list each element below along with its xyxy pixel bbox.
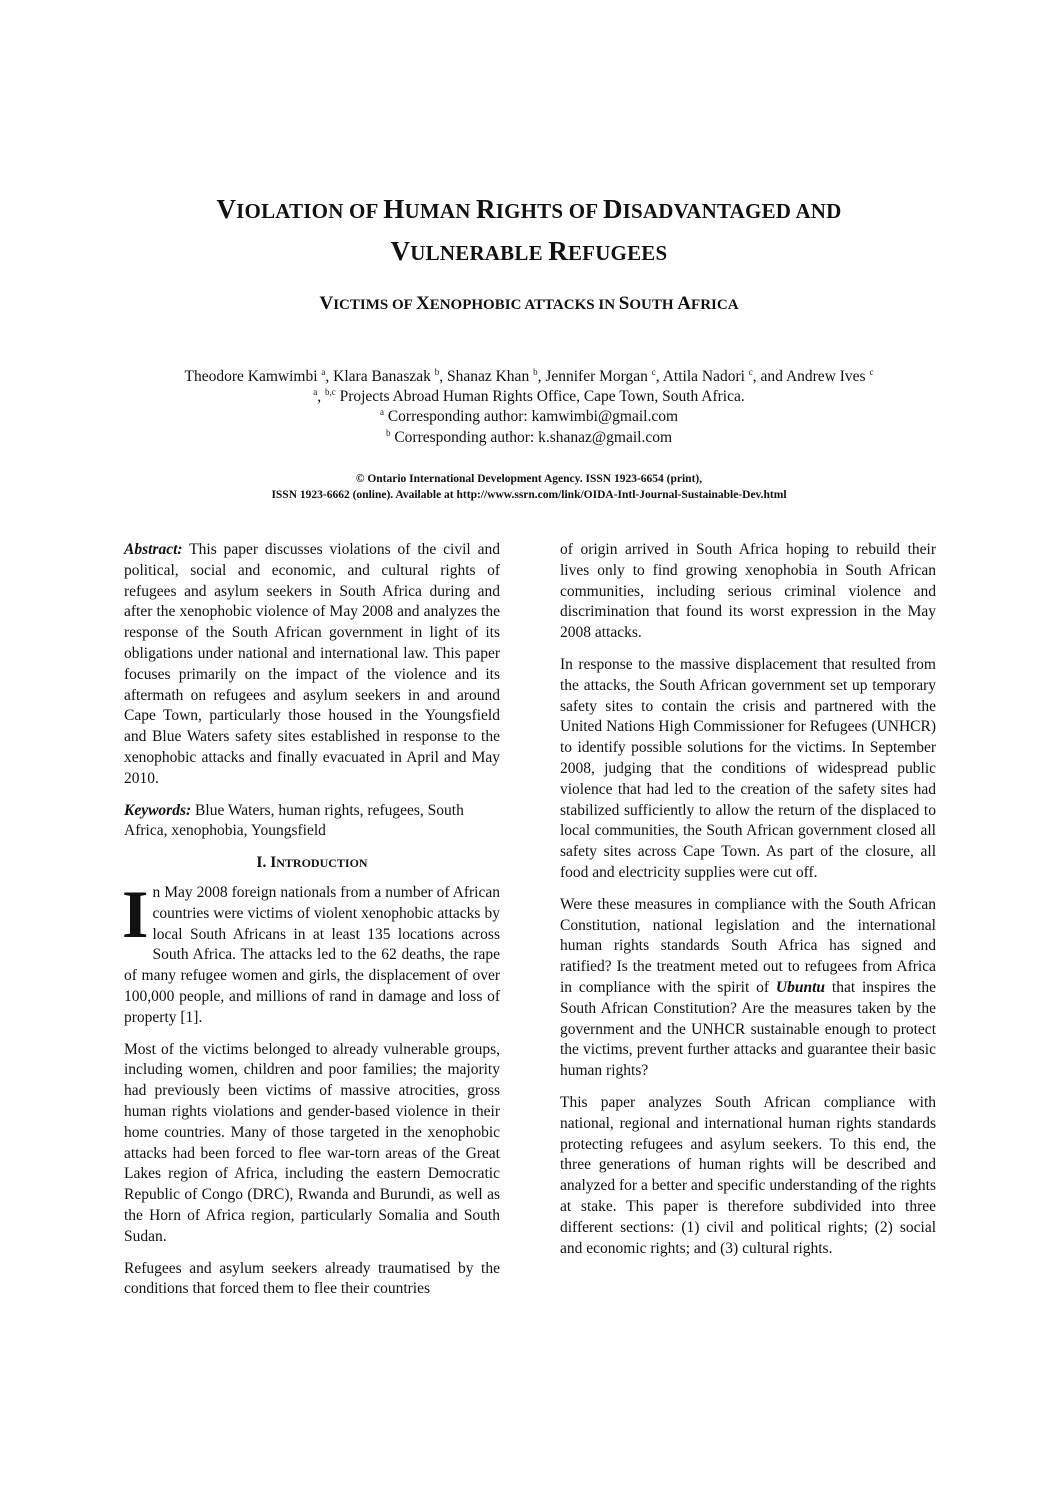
subtitle-cap: S [618, 293, 630, 314]
copyright-line-2: ISSN 1923-6662 (online). Available at http://www.ssrn.com/link/OIDA-Intl-Journal-Sustainable-Dev.html [271, 489, 787, 501]
section-number: I. [256, 854, 271, 872]
heading-cap: I [270, 854, 277, 872]
abstract-text: This paper discusses violations of the civil and political, social and economic, and cultural rights of refugees and asylum seekers in South Africa during and after the xenophobic violence of May 2008 and analyzes the response of the South African government in light of its obligations under national and international law. This paper focuses primarily on the impact of the violence and its aftermath on refugees and asylum seekers in and around Cape Town, particularly those housed in the Youngsfield and Blue Waters safety sites established in response to the xenophobic attacks and finally evacuated in April and May 2010. [124, 541, 500, 787]
affiliation-line [0, 386, 1058, 407]
abstract [124, 540, 500, 790]
keywords-text: Blue Waters, human rights, refugees, South Africa, xenophobia, Youngsfield [124, 801, 464, 840]
intro-paragraph-2: Most of the victims belonged to already vulnerable groups, including women, children and poor families; the majority had previously been victims of massive atrocities, gross human rights violations and gender-based violence in their home countries. Many of those targeted in the xenophobic attacks had been forced to flee war-torn areas of the Great Lakes region of Africa, including the eastern Democratic Republic of Congo (DRC), Rwanda and Burundi, as well as the Horn of Africa region, particularly Somalia and South Sudan. [124, 1040, 500, 1245]
title-cap: R [548, 236, 568, 266]
separator: , [325, 368, 334, 385]
subtitle-cap: V [319, 293, 334, 314]
drop-cap: I [122, 875, 149, 952]
corresponding-email: Corresponding author: k.shanaz@gmail.com [390, 429, 673, 446]
title-cap: R [476, 194, 496, 224]
corresponding-author-b [0, 427, 1058, 448]
affiliation-text: Projects Abroad Human Rights Office, Cape Town, South Africa. [335, 388, 745, 405]
title-smallcaps: IOLATION OF [236, 199, 384, 223]
subtitle-smallcaps: ICTIMS OF [333, 297, 416, 313]
separator: , [655, 368, 663, 385]
affiliation-mark: b [385, 428, 391, 438]
affiliation-mark: c [748, 367, 753, 377]
intro-paragraph-6: This paper analyzes South African compliance with national, regional and international human rights standards protecting refugees and asylum seekers. To this end, the three generations of human rights will be described and analyzed for a better and specific understanding of the rights at stake. This paper is therefore subdivided into three different sections: (1) civil and political rights; (2) social and economic rights; and (3) cultural rights. [560, 1093, 936, 1257]
separator: , [317, 388, 325, 405]
paragraph-text: n May 2008 foreign nationals from a number of African countries were victims of violent xenophobic attacks by local South Africans in at least 135 locations across South Africa. The attacks led to the 62 deaths, the rape of many refugee women and girls, the displacement of over 100,000 people, and millions of rand in damage and loss of property [1]. [124, 883, 500, 1026]
right-column [560, 540, 936, 1270]
affiliation-mark: c [651, 367, 656, 377]
separator: , [537, 368, 546, 385]
author-name: Theodore Kamwimbi [184, 368, 318, 385]
intro-paragraph-5 [560, 895, 936, 1082]
author-name: Klara Banaszak [333, 368, 431, 385]
intro-paragraph-3-cont: of origin arrived in South Africa hoping to rebuild their lives only to find growing xenophobia in South African communities, including serious criminal violence and discrimination that found its worst expression in the May 2008 attacks. [560, 541, 936, 642]
affiliation-mark: c [869, 367, 874, 377]
title-cap: D [602, 194, 623, 224]
affiliation-mark: b [533, 367, 538, 377]
left-column [124, 540, 500, 1311]
title-cap: V [390, 236, 411, 266]
paragraph-text: that inspires the South African Constitution? Are the measures taken by the government and the UNHCR sustainable enough to protect the victims, prevent further attacks and guarantee their basic human rights? [560, 978, 936, 1080]
paper-subtitle [0, 291, 1058, 318]
corresponding-author-a [0, 406, 1058, 427]
intro-paragraph-4: In response to the massive displacement that resulted from the attacks, the South African government set up temporary safety sites to contain the crisis and partnered with the United Nations High Commissioner for Refugees (UNHCR) to identify possible solutions for the victims. In September 2008, judging that the conditions of widespread public violence that had led to the creation of the safety sites had stabilized sufficiently to allow the return of the displaced to local communities, the South African government closed all safety sites across Cape Town. As part of the closure, all food and electricity supplies were cut off. [560, 655, 936, 881]
affiliation-mark: b [434, 367, 440, 377]
title-smallcaps: UMAN [404, 199, 477, 223]
author-list [0, 366, 1058, 387]
subtitle-cap: A [677, 293, 692, 314]
affiliation-mark: a [313, 387, 318, 397]
intro-paragraph-3-start: Refugees and asylum seekers already traumatised by the conditions that forced them to flee their countries [124, 1259, 500, 1298]
author-name: Andrew Ives [785, 368, 866, 385]
title-smallcaps: ULNERABLE [410, 241, 549, 265]
subtitle-cap: X [415, 293, 430, 314]
keywords [124, 801, 500, 843]
subtitle-smallcaps: ENOPHOBIC ATTACKS IN [429, 297, 619, 313]
heading-smallcaps: NTRODUCTION [276, 856, 368, 871]
author-name: Jennifer Morgan [545, 368, 648, 385]
separator: , [439, 368, 447, 385]
affiliation-mark: b,c [324, 387, 336, 397]
subtitle-smallcaps: FRICA [691, 297, 739, 313]
title-cap: V [216, 194, 237, 224]
subtitle-smallcaps: OUTH [629, 297, 678, 313]
author-name: Shanaz Khan [446, 368, 530, 385]
affiliation-mark: a [379, 407, 384, 417]
separator: , and [752, 368, 786, 385]
intro-paragraph-1 [122, 875, 500, 1029]
section-heading-introduction [124, 853, 500, 874]
title-line-2 [0, 231, 1058, 273]
copyright-line-1: © Ontario International Development Agency. ISSN 1923-6654 (print), [355, 473, 703, 485]
title-cap: H [383, 194, 405, 224]
author-name: Attila Nadori [662, 368, 745, 385]
title-smallcaps: IGHTS OF [495, 199, 603, 223]
title-smallcaps: EFUGEES [567, 241, 668, 265]
keywords-label: Keywords: [124, 801, 192, 819]
title-line-1 [0, 189, 1058, 231]
paper-title [0, 189, 1058, 273]
corresponding-email: Corresponding author: kamwimbi@gmail.com [383, 408, 679, 425]
affiliation-mark: a [321, 367, 326, 377]
paragraph-text: Were these measures in compliance with the South African Constitution, national legislation and the international human rights standards South Africa has signed and ratified? Is the treatment meted out to refugees from Africa in compliance with the spirit of [560, 895, 936, 996]
abstract-label: Abstract: [124, 541, 183, 558]
ubuntu-italic: Ubuntu [775, 978, 826, 996]
title-smallcaps: ISADVANTAGED AND [622, 199, 842, 223]
